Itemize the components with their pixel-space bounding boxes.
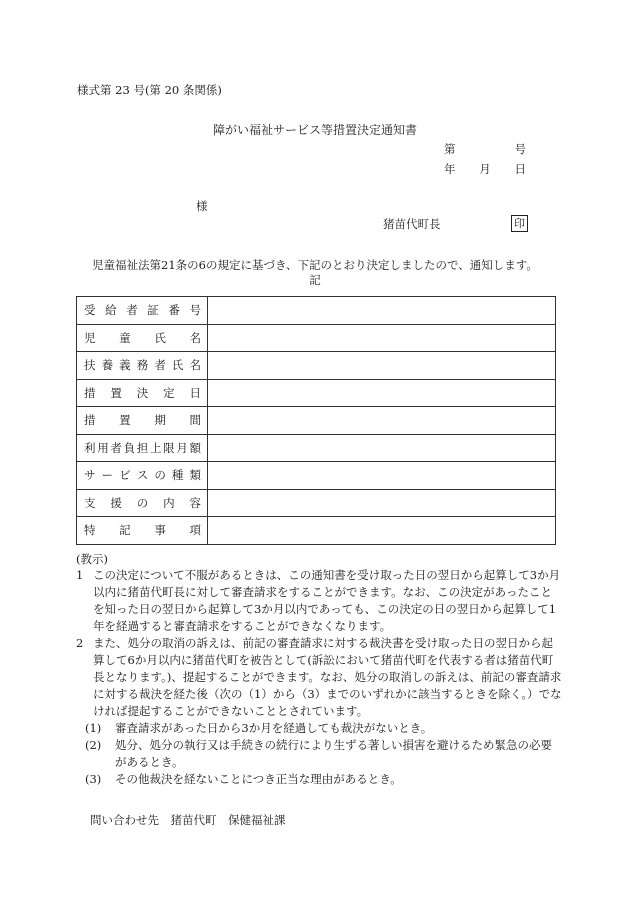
- number-suffix: 号: [514, 142, 526, 156]
- row-label: [77, 517, 208, 545]
- sub-item-text: 審査請求があった日から3か月を経過しても裁決がないとき。: [115, 721, 433, 735]
- label-char: 名: [189, 358, 201, 373]
- label-char: サ: [84, 468, 96, 483]
- number-line: [444, 141, 526, 157]
- label-char: 者: [154, 358, 166, 373]
- label-char: 担: [136, 440, 149, 455]
- contact-info: 問い合わせ先 猪苗代町 保健福祉課: [90, 813, 286, 827]
- row-value[interactable]: [208, 462, 556, 490]
- table-row: [77, 379, 556, 407]
- row-label-text: [77, 522, 207, 538]
- row-label-text: [77, 330, 207, 346]
- row-label-text: [77, 385, 207, 401]
- row-label: [77, 462, 208, 490]
- date-line: [444, 161, 526, 177]
- row-label-text: [77, 357, 207, 373]
- label-char: 期: [154, 413, 166, 428]
- label-char: 特: [84, 523, 96, 538]
- row-label-text: [77, 412, 207, 428]
- label-char: 義: [119, 358, 131, 373]
- label-char: 項: [189, 523, 201, 538]
- table-row: [77, 324, 556, 352]
- table-row: [77, 297, 556, 325]
- label-char: 間: [189, 413, 201, 428]
- row-label: [77, 379, 208, 407]
- form-number: 様式第 23 号(第 20 条関係): [77, 83, 222, 97]
- table-row: [77, 489, 556, 517]
- row-label-text: [77, 467, 207, 483]
- label-char: 月: [176, 440, 188, 455]
- row-value[interactable]: [208, 352, 556, 380]
- row-value[interactable]: [208, 434, 556, 462]
- label-char: 氏: [154, 330, 166, 345]
- row-label: [77, 407, 208, 435]
- instruction-paragraph: [76, 567, 562, 635]
- ki-heading: 記: [309, 273, 321, 287]
- sub-item-number: (1): [85, 721, 102, 735]
- label-char: 受: [84, 303, 96, 318]
- label-char: 用: [97, 440, 109, 455]
- label-char: 利: [84, 440, 96, 455]
- issuer-name: 猪苗代町長: [383, 217, 441, 231]
- label-char: ス: [136, 468, 149, 483]
- paragraph-text: この決定について不服があるときは、この通知書を受け取った日の翌日から起算して3か月以内に猪苗代町長に対して審査請求をすることができます。なお、この決定があったことを知った日の翌日から起算して3か月以内であっても、この決定の日の翌日から起算して1年を経過すると審査請求をすることができなくなります。: [93, 568, 561, 633]
- number-prefix: 第: [444, 142, 456, 156]
- table-row: [77, 434, 556, 462]
- sub-item-text: その他裁決を経ないことにつき正当な理由があるとき。: [115, 772, 402, 786]
- label-char: 種: [171, 468, 184, 483]
- table-row: [77, 462, 556, 490]
- label-char: の: [136, 495, 149, 510]
- label-char: 措: [84, 413, 96, 428]
- label-char: ー: [101, 468, 114, 483]
- row-label: [77, 489, 208, 517]
- row-label: [77, 324, 208, 352]
- label-char: 援: [110, 495, 122, 510]
- row-label-text: [77, 302, 207, 318]
- label-char: 者: [110, 440, 122, 455]
- sub-item: [76, 720, 562, 737]
- label-char: 類: [189, 468, 201, 483]
- sub-item-number: (3): [85, 772, 102, 786]
- row-label: [77, 297, 208, 325]
- label-char: 務: [136, 358, 149, 373]
- table-row: [77, 352, 556, 380]
- instructions-section: [76, 551, 562, 788]
- label-char: 額: [189, 440, 201, 455]
- label-char: 日: [189, 385, 201, 400]
- info-table: [76, 296, 556, 545]
- row-label: [77, 434, 208, 462]
- label-char: 児: [84, 330, 96, 345]
- row-label: [77, 352, 208, 380]
- sub-item-text: 処分、処分の執行又は手続きの続行により生ずる著しい損害を避けるため緊急の必要があるとき。: [115, 738, 552, 769]
- label-char: 童: [119, 330, 131, 345]
- label-char: 号: [189, 303, 201, 318]
- label-char: 限: [163, 440, 175, 455]
- row-value[interactable]: [208, 517, 556, 545]
- row-value[interactable]: [208, 489, 556, 517]
- date-year: 年: [444, 162, 456, 176]
- sub-item: [76, 737, 562, 771]
- row-label-text: [77, 440, 207, 456]
- label-char: 名: [189, 330, 201, 345]
- label-char: 記: [119, 523, 131, 538]
- paragraph-text: また、処分の取消の訴えは、前記の審査請求に対する裁決書を受け取った日の翌日から起算して6か月以内に猪苗代町を被告として(訴訟において猪苗代町を代表する者は猪苗代町長となります。)、提起することができます。なお、処分の取消しの訴えは、前記の審査請求に対する裁決を経た後（次の（1）から（3）までのいずれかに該当するときを除く。）でなければ提起することができないこととされています。: [93, 636, 562, 718]
- seal-mark: 印: [511, 215, 528, 232]
- instruction-paragraph: [76, 635, 562, 720]
- date-day: 日: [514, 162, 526, 176]
- row-value[interactable]: [208, 407, 556, 435]
- row-label-text: [77, 495, 207, 511]
- paragraph-number: 2: [76, 636, 84, 650]
- label-char: 置: [110, 385, 122, 400]
- label-char: 置: [119, 413, 131, 428]
- label-char: 措: [84, 385, 96, 400]
- sub-item-number: (2): [85, 738, 102, 752]
- row-value[interactable]: [208, 297, 556, 325]
- instructions-heading: (教示): [76, 552, 108, 566]
- label-char: 事: [154, 523, 166, 538]
- label-char: の: [154, 468, 166, 483]
- table-row: [77, 517, 556, 545]
- label-char: 内: [163, 495, 175, 510]
- label-char: 上: [149, 440, 162, 455]
- sub-item: [76, 771, 562, 788]
- addressee-suffix: 様: [196, 199, 208, 213]
- label-char: 氏: [171, 358, 184, 373]
- label-char: 負: [123, 440, 136, 455]
- label-char: 容: [189, 495, 201, 510]
- label-char: 者: [126, 303, 138, 318]
- document-title: 障がい福祉サービス等措置決定通知書: [212, 123, 417, 137]
- label-char: 養: [101, 358, 114, 373]
- date-month: 月: [479, 162, 491, 176]
- paragraph-number: 1: [76, 568, 84, 582]
- intro-text: 児童福祉法第21条の6の規定に基づき、下記のとおり決定しましたので、通知します。: [92, 258, 538, 272]
- label-char: 扶: [84, 358, 96, 373]
- label-char: 定: [163, 385, 175, 400]
- row-value[interactable]: [208, 324, 556, 352]
- label-char: 番: [168, 303, 180, 318]
- label-char: 証: [147, 303, 159, 318]
- label-char: 給: [105, 303, 117, 318]
- label-char: 支: [84, 495, 96, 510]
- label-char: 決: [136, 385, 149, 400]
- table-row: [77, 407, 556, 435]
- label-char: ビ: [119, 468, 131, 483]
- row-value[interactable]: [208, 379, 556, 407]
